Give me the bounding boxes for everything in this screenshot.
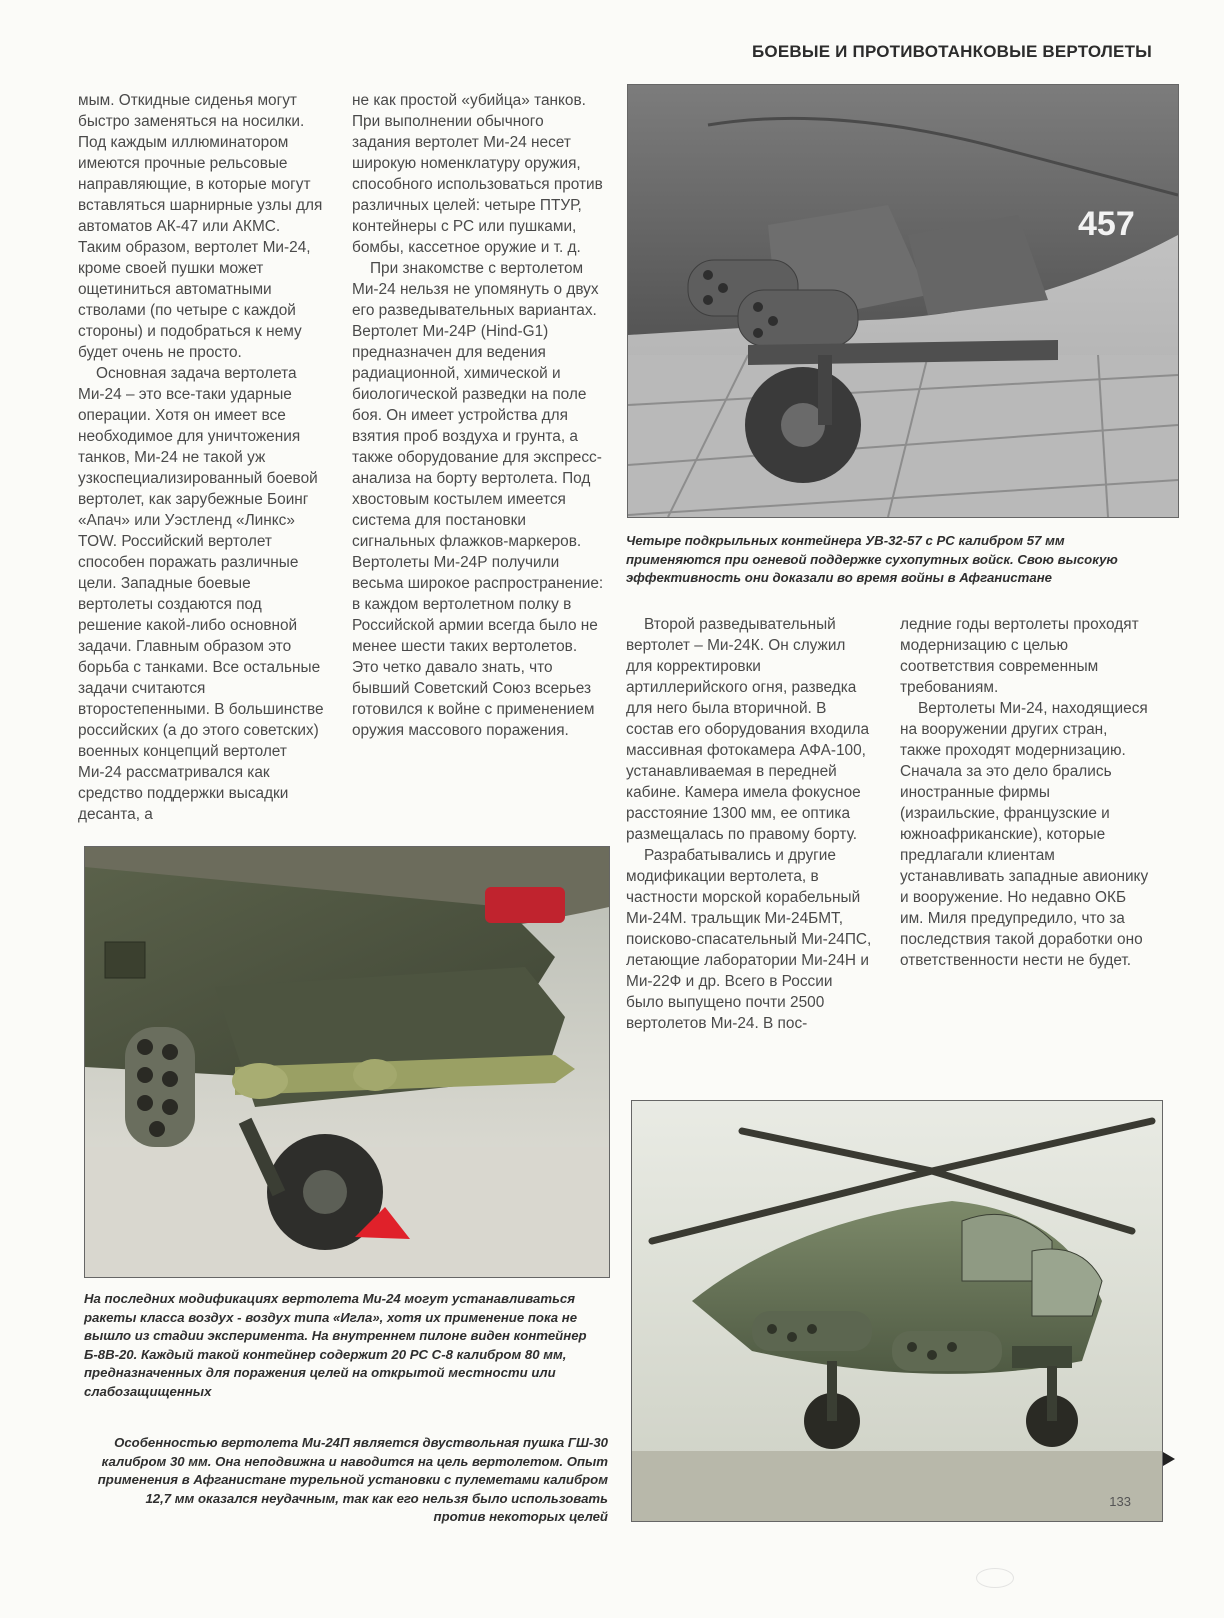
photo-rocket-pods <box>627 84 1179 518</box>
photo-rocket-pods-image <box>628 85 1178 517</box>
text-column-3 <box>626 614 872 1034</box>
photo-mi24p <box>631 1100 1163 1522</box>
paragraph: Основная задача вертолета Ми-24 – это все-таки ударные операции. Хотя он имеет все необходимое для уничтожения танков, Ми-24 не такой уж узкоспециализированный боевой вертолет, как зарубежные Боинг «Апач» или Уэстленд «Линкс» TOW. Российский вертолет способен поражать различные цели. Западные боевые вертолеты создаются под решение какой-либо основной задачи. Главным образом это борьба с танками. Все остальные задачи считаются второстепенными. В большинстве российских (а до этого советских) военных концепций вертолет Ми-24 рассматривался как средство поддержки высадки десанта, а <box>78 365 324 823</box>
paragraph: ледние годы вертолеты проходят модернизацию с целью соответствия современным требованиям. <box>900 616 1139 696</box>
paragraph: Вертолеты Ми-24, находящиеся на вооружении других стран, также проходят модернизацию. Сначала за это дело брались иностранные фирмы (израильские, французские и южноафриканские), которые предлагали клиентам устанавливать западные авионику и вооружение. Но недавно ОКБ им. Миля предупредило, что за последствия такой доработки оно ответственности нести не будет. <box>900 700 1149 969</box>
paragraph: мым. Откидные сиденья могут быстро заменяться на носилки. Под каждым иллюминатором имеются прочные рельсовые направляющие, в которые могут вставляться шарнирные узлы для автоматов АК-47 или АКМС. Таким образом, вертолет Ми-24, кроме своей пушки может ощетиниться автоматными стволами (по четыре с каждой стороны) и подобраться к нему будет очень не просто. <box>78 92 323 361</box>
paragraph: Второй разведывательный вертолет – Ми-24К. Он служил для корректировки артиллерийского огня, разведка для него была вторичной. В состав его оборудования входила массивная фотокамера АФА-100, устанавливаемая в передней кабине. Камера имела фокусное расстояние 1300 мм, ее оптика размещалась по правому борту. <box>626 616 870 843</box>
paragraph: При знакомстве с вертолетом Ми-24 нельзя не упомянуть о двух его разведывательных вариантах. Вертолет Ми-24Р (Hind-G1) предназначен для ведения радиационной, химической и биологической разведки на поле боя. Он имеет устройства для взятия проб воздуха и грунта, а также оборудование для экспресс-анализа на борту вертолета. Под хвостовым костылем имеется система для постановки сигнальных флажков-маркеров. Вертолеты Ми-24Р получили весьма широкое распространение: в каждом вертолетном полку в Российской армии всегда было не менее шести таких вертолетов. Это четко давало знать, что бывший Советский Союз всерьез готовился к войне с применением оружия массового поражения. <box>352 260 604 739</box>
photo-b8-container-image <box>85 847 609 1277</box>
running-header: БОЕВЫЕ И ПРОТИВОТАНКОВЫЕ ВЕРТОЛЕТЫ <box>752 42 1152 61</box>
photo-mi24p-image <box>632 1101 1162 1521</box>
tail-number: 457 <box>1078 205 1135 243</box>
text-column-4 <box>900 614 1150 971</box>
paragraph: не как простой «убийца» танков. При выполнении обычного задания вертолет Ми-24 несет широкую номенклатуру оружия, способного использоваться против различных целей: четыре ПТУР, контейнеры с РС или пушками, бомбы, кассетное оружие и т. д. <box>352 92 603 256</box>
text-column-2 <box>352 90 604 741</box>
watermark-mark <box>976 1568 1014 1588</box>
page-number: 133 <box>1109 1494 1131 1509</box>
photo-b8-container <box>84 846 610 1278</box>
paragraph: Разрабатывались и другие модификации вертолета, в частности морской корабельный Ми-24М. тральщик Ми-24БМТ, поисково-спасательный Ми-24ПС, летающие лаборатории Ми-24Н и Ми-22Ф и др. Всего в России было выпущено почти 2500 вертолетов Ми-24. В пос- <box>626 847 872 1032</box>
continue-arrow-icon <box>1163 1452 1175 1466</box>
caption-middle: На последних модификациях вертолета Ми-24 могут устанавливаться ракеты класса воздух - воздух типа «Игла», хотя их применение пока не вышло из стадии эксперимента. На внутреннем пилоне виден контейнер Б-8В-20. Каждый такой контейнер содержит 20 РС С-8 калибром 80 мм, предназначенных для поражения целей на открытой местности или слабозащищенных <box>84 1291 587 1399</box>
text-column-1 <box>78 90 324 825</box>
caption-top: Четыре подкрыльных контейнера УВ-32-57 с РС калибром 57 мм применяются при огневой поддержке сухопутных войск. Свою высокую эффективность они доказали во время войны в Афганистане <box>626 533 1118 585</box>
caption-bottom: Особенностью вертолета Ми-24П является двуствольная пушка ГШ-30 калибром 30 мм. Она неподвижна и наводится на цель вертолетом. Опыт применения в Афганистане турельной установки с пулеметами калибром 12,7 мм оказался неудачным, так как его нельзя было использовать против некоторых целей <box>97 1435 608 1524</box>
